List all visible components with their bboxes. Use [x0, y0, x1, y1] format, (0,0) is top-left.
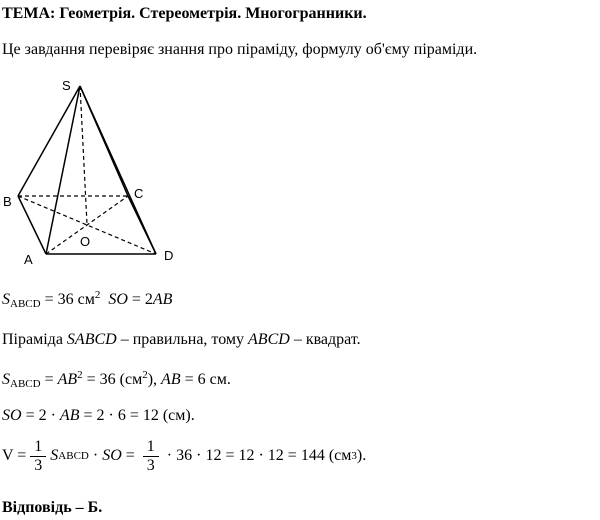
pyramid-name: SABCD — [66, 331, 117, 348]
height-symbol: SO — [102, 447, 122, 464]
vertex-label-s: S — [62, 78, 71, 93]
vertex-label-a: A — [24, 252, 33, 267]
topic-heading: ТЕМА: Геометрія. Стереометрія. Многогранники. — [2, 5, 367, 22]
fraction-one-third — [143, 438, 159, 475]
side-symbol: AB — [152, 291, 173, 308]
text-part: – правильна, тому — [116, 331, 249, 348]
fraction-denominator: 3 — [146, 456, 155, 474]
area-symbol: S — [50, 447, 59, 464]
edge-cd — [128, 196, 156, 254]
edge-ab — [18, 196, 46, 254]
text-part: = 2 · — [21, 407, 60, 424]
text-part: – квадрат. — [289, 331, 361, 348]
text-part: Піраміда — [2, 331, 67, 348]
text-part: = — [121, 447, 139, 464]
fraction-numerator: 1 — [143, 438, 159, 457]
text-part: ), — [147, 371, 162, 388]
task-intro: Це завдання перевіряє знання про піраміду, формулу об'єму піраміди. — [2, 41, 478, 58]
text-part: · — [88, 447, 103, 464]
side-calculation — [2, 370, 231, 390]
fraction-denominator: 3 — [34, 456, 43, 474]
side-symbol: AB — [57, 371, 78, 388]
vertex-label-b: B — [3, 194, 12, 209]
text-part: = 6 см. — [180, 371, 231, 388]
area-subscript: ABCD — [10, 298, 41, 310]
vertex-label-o: O — [80, 234, 91, 249]
power: 2 — [77, 369, 83, 381]
area-value: = 36 см — [40, 291, 95, 308]
answer-line: Відповідь – Б. — [2, 499, 103, 516]
volume-calculation: V = $\frac{1}{3}$ S ABCD · SO = $\frac{1}{3}$ · 36 · 12 = 12 · 12 = 144 (см 3 ). — [2, 437, 367, 474]
height-symbol: SO — [2, 407, 22, 424]
vertex-label-c: C — [134, 186, 144, 201]
vertex-label-d: D — [164, 248, 174, 263]
text-part: = — [40, 371, 58, 388]
text-part: = 2 · 6 = 12 (см). — [79, 407, 195, 424]
height-calculation — [2, 406, 195, 426]
volume-symbol: V = — [2, 447, 27, 464]
given-line — [2, 290, 172, 310]
edge-sb — [18, 86, 80, 196]
height-relation: = 2 — [127, 291, 153, 308]
area-symbol: S — [2, 291, 10, 308]
fraction-one-third — [30, 438, 46, 475]
side-symbol: AB — [161, 371, 181, 388]
edge-sa — [46, 86, 80, 254]
height-symbol: SO — [108, 291, 128, 308]
area-subscript: ABCD — [10, 378, 41, 390]
text-part: ). — [356, 447, 367, 464]
side-symbol: AB — [59, 407, 80, 424]
text-part: = 36 (см — [82, 371, 143, 388]
area-power: 2 — [94, 289, 101, 301]
regular-pyramid-statement — [2, 330, 361, 350]
base-name: ABCD — [248, 331, 290, 348]
height-so-hidden — [80, 86, 87, 224]
fraction-numerator: 1 — [30, 438, 46, 457]
power: 2 — [142, 369, 148, 381]
text-part: · 36 · 12 = 12 · 12 = 144 (см — [162, 447, 352, 464]
area-symbol: S — [2, 371, 10, 388]
